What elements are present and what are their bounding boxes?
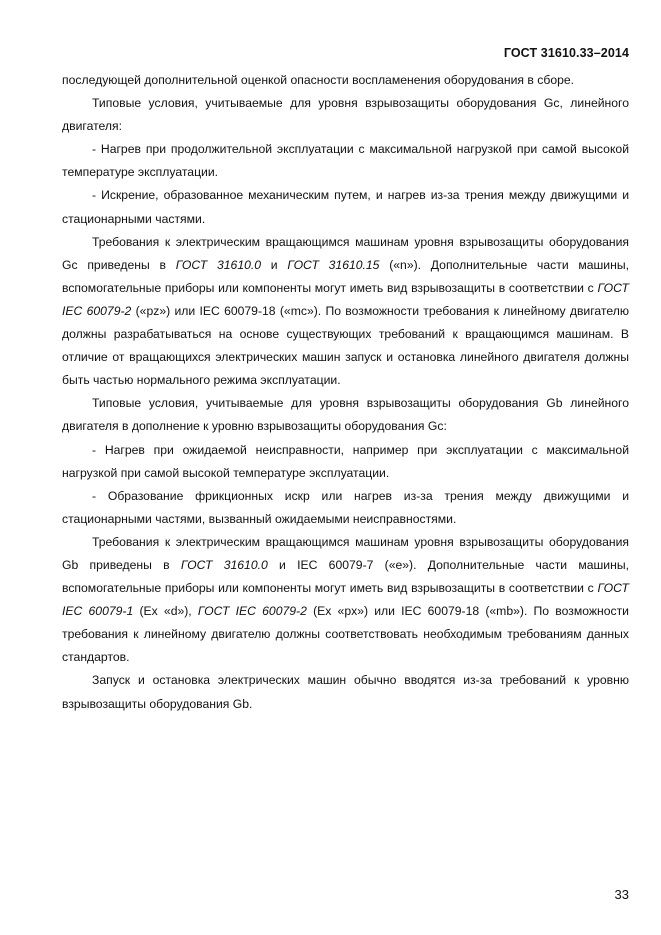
paragraph-text: Типовые условия, учитываемые для уровня взрывозащиты оборудования Gc, линейного двигателя: <box>62 96 629 134</box>
standard-reference: ГОСТ IEC 60079-1 <box>62 581 629 619</box>
body-paragraph <box>62 69 629 92</box>
document-body <box>62 69 629 716</box>
page-number: 33 <box>614 887 629 902</box>
body-paragraph <box>62 392 629 438</box>
body-paragraph <box>62 439 629 485</box>
paragraph-text: - Нагрев при продолжительной эксплуатации с максимальной нагрузкой при самой высокой температуре эксплуатации. <box>62 142 629 180</box>
paragraph-text: (Ex «d»), <box>133 604 198 619</box>
paragraph-text: и IEC 60079-7 («e»). Дополнительные части машины, вспомогательные приборы или компоненты могут иметь вид взрывозащиты в соответствии с <box>62 557 629 596</box>
standard-reference: ГОСТ 31610.15 <box>287 257 380 272</box>
paragraph-text: - Нагрев при ожидаемой неисправности, например при эксплуатации с максимальной нагрузкой при самой высокой температуре эксплуатации. <box>62 442 629 480</box>
paragraph-text: - Искрение, образованное механическим путем, и нагрев из-за трения между движущими и стационарными частями. <box>62 188 629 226</box>
body-paragraph <box>62 531 629 670</box>
paragraph-text: («pz») или IEC 60079-18 («mc»). По возможности требования к линейному двигателю должны разрабатываться на основе существующих требований к вращающимся машинам. В отличие от вращающихся электрических машин запуск и остановка линейного двигателя должны быть частью нормального режима эксплуатации. <box>62 303 629 388</box>
standard-reference: ГОСТ 31610.0 <box>175 257 262 272</box>
paragraph-text: (Ex «px») или IEC 60079-18 («mb»). По возможности требования к линейному двигателю должны соответствовать необходимым требованиям данных стандартов. <box>62 604 629 665</box>
paragraph-text: Требования к электрическим вращающимся машинам уровня взрывозащиты оборудования Gb приведены в <box>62 534 629 572</box>
paragraph-text: Требования к электрическим вращающимся машинам уровня взрывозащиты оборудования Gc приведены в <box>62 234 629 272</box>
standard-reference: ГОСТ IEC 60079-2 <box>62 280 629 318</box>
standard-reference: ГОСТ 31610.0 <box>180 557 268 572</box>
body-paragraph <box>62 231 629 393</box>
paragraph-text: Типовые условия, учитываемые для уровня взрывозащиты оборудования Gb линейного двигателя в дополнение к уровню взрывозащиты оборудования Gc: <box>62 396 629 434</box>
paragraph-text: и <box>261 257 288 272</box>
body-paragraph <box>62 138 629 184</box>
body-paragraph <box>62 92 629 138</box>
document-code-header: ГОСТ 31610.33–2014 <box>503 46 629 60</box>
standard-reference: ГОСТ IEC 60079-2 <box>197 604 307 619</box>
body-paragraph <box>62 485 629 531</box>
paragraph-text: - Образование фрикционных искр или нагрев из-за трения между движущими и стационарными частями, вызванный ожидаемыми неисправностями. <box>62 488 629 526</box>
body-paragraph <box>62 184 629 230</box>
paragraph-text: Запуск и остановка электрических машин обычно вводятся из-за требований к уровню взрывозащиты оборудования Gb. <box>62 673 629 711</box>
paragraph-text: последующей дополнительной оценкой опасности воспламенения оборудования в сборе. <box>62 73 575 87</box>
body-paragraph <box>62 669 629 715</box>
paragraph-text: («n»). Дополнительные части машины, вспомогательные приборы или компоненты могут иметь вид взрывозащиты в соответствии с <box>62 257 629 295</box>
